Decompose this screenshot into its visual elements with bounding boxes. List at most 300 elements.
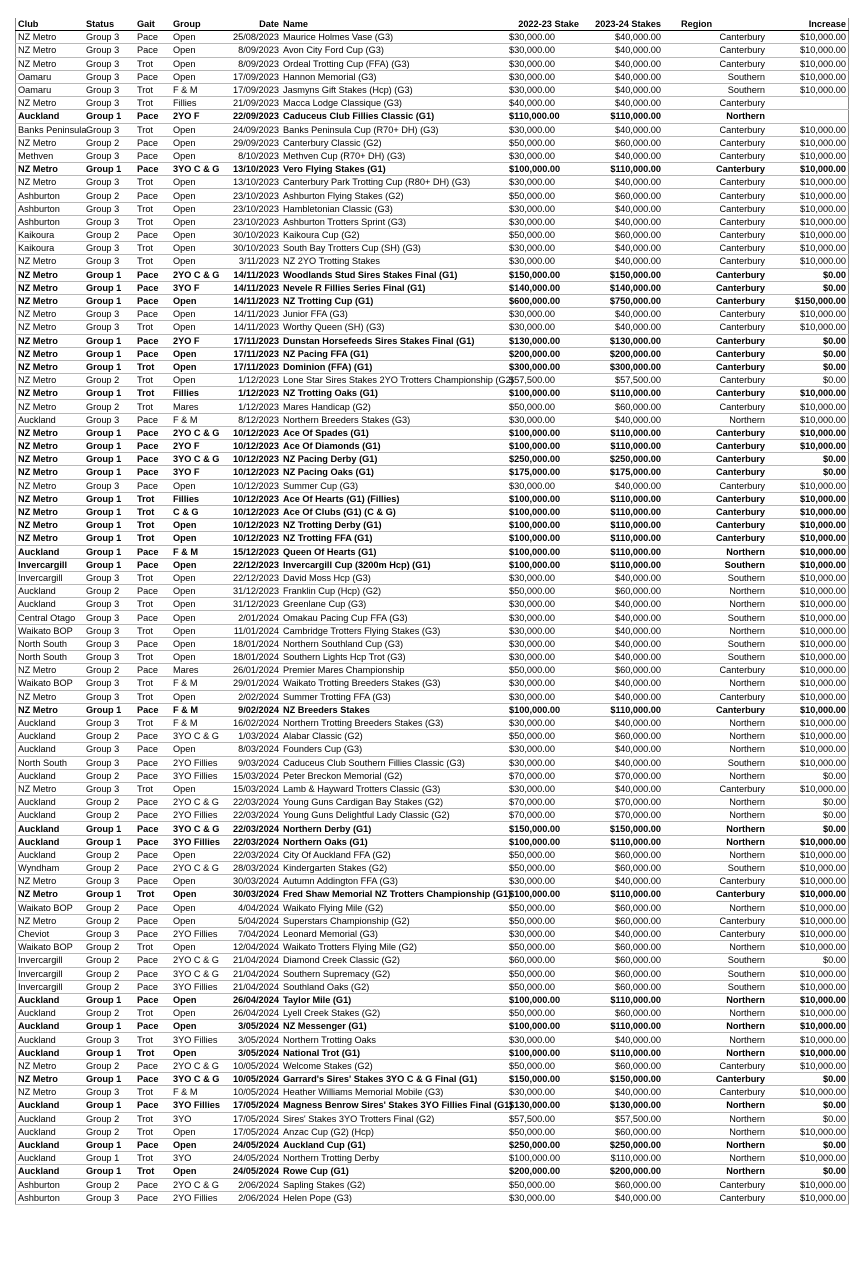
- group-cell[interactable]: 3YO C & G: [171, 730, 225, 743]
- stake-2023-24-cell[interactable]: $40,000.00: [581, 242, 663, 255]
- club-cell[interactable]: NZ Metro: [16, 163, 85, 176]
- region-cell[interactable]: Northern: [663, 1112, 767, 1125]
- stake-2022-23-cell[interactable]: $150,000.00: [507, 822, 581, 835]
- date-cell[interactable]: 23/10/2023: [225, 215, 281, 228]
- gait-cell[interactable]: Trot: [135, 1125, 171, 1138]
- group-cell[interactable]: Open: [171, 914, 225, 927]
- stake-2023-24-cell[interactable]: $300,000.00: [581, 360, 663, 373]
- gait-cell[interactable]: Trot: [135, 1112, 171, 1125]
- status-cell[interactable]: Group 3: [84, 611, 135, 624]
- stake-2023-24-cell[interactable]: $130,000.00: [581, 1099, 663, 1112]
- date-cell[interactable]: 22/12/2023: [225, 571, 281, 584]
- race-name-cell[interactable]: Northern Trotting Derby: [281, 1152, 507, 1165]
- stake-2023-24-cell[interactable]: $60,000.00: [581, 730, 663, 743]
- stake-2023-24-cell[interactable]: $60,000.00: [581, 1125, 663, 1138]
- region-cell[interactable]: Northern: [663, 413, 767, 426]
- race-name-cell[interactable]: NZ Trotting Cup (G1): [281, 294, 507, 307]
- stake-2022-23-cell[interactable]: $60,000.00: [507, 954, 581, 967]
- gait-cell[interactable]: Trot: [135, 532, 171, 545]
- date-cell[interactable]: 24/05/2024: [225, 1152, 281, 1165]
- gait-cell[interactable]: Pace: [135, 426, 171, 439]
- gait-cell[interactable]: Trot: [135, 1165, 171, 1178]
- club-cell[interactable]: NZ Metro: [16, 57, 85, 70]
- stake-2023-24-cell[interactable]: $60,000.00: [581, 585, 663, 598]
- stake-2022-23-cell[interactable]: $150,000.00: [507, 268, 581, 281]
- gait-cell[interactable]: Pace: [135, 954, 171, 967]
- increase-cell[interactable]: $10,000.00: [767, 123, 849, 136]
- region-cell[interactable]: Northern: [663, 743, 767, 756]
- increase-cell[interactable]: $10,000.00: [767, 927, 849, 940]
- increase-cell[interactable]: $0.00: [767, 360, 849, 373]
- group-cell[interactable]: Open: [171, 585, 225, 598]
- race-name-cell[interactable]: Maurice Holmes Vase (G3): [281, 31, 507, 44]
- increase-cell[interactable]: $10,000.00: [767, 598, 849, 611]
- stake-2023-24-cell[interactable]: $110,000.00: [581, 426, 663, 439]
- race-name-cell[interactable]: Premier Mares Championship: [281, 664, 507, 677]
- gait-cell[interactable]: Pace: [135, 1178, 171, 1191]
- region-cell[interactable]: Canterbury: [663, 875, 767, 888]
- increase-cell[interactable]: $10,000.00: [767, 914, 849, 927]
- club-cell[interactable]: NZ Metro: [16, 703, 85, 716]
- gait-cell[interactable]: Trot: [135, 690, 171, 703]
- gait-cell[interactable]: Pace: [135, 453, 171, 466]
- date-cell[interactable]: 1/12/2023: [225, 400, 281, 413]
- stake-2022-23-cell[interactable]: $100,000.00: [507, 545, 581, 558]
- stake-2022-23-cell[interactable]: $30,000.00: [507, 651, 581, 664]
- date-cell[interactable]: 22/12/2023: [225, 558, 281, 571]
- region-cell[interactable]: Canterbury: [663, 440, 767, 453]
- region-cell[interactable]: Northern: [663, 1152, 767, 1165]
- club-cell[interactable]: Auckland: [16, 585, 85, 598]
- increase-cell[interactable]: $10,000.00: [767, 83, 849, 96]
- gait-cell[interactable]: Trot: [135, 360, 171, 373]
- date-cell[interactable]: 21/04/2024: [225, 967, 281, 980]
- date-cell[interactable]: 21/04/2024: [225, 980, 281, 993]
- race-name-cell[interactable]: Fred Shaw Memorial NZ Trotters Championship (G1): [283, 889, 512, 900]
- club-cell[interactable]: Auckland: [16, 1138, 85, 1151]
- date-cell[interactable]: 30/03/2024: [225, 875, 281, 888]
- group-cell[interactable]: 2YO C & G: [171, 796, 225, 809]
- gait-cell[interactable]: Trot: [135, 374, 171, 387]
- date-cell[interactable]: 12/04/2024: [225, 941, 281, 954]
- gait-cell[interactable]: Trot: [135, 782, 171, 795]
- region-cell[interactable]: Northern: [663, 941, 767, 954]
- race-name-cell[interactable]: Northern Trotting Breeders Stakes (G3): [281, 716, 507, 729]
- group-cell[interactable]: Open: [171, 215, 225, 228]
- gait-cell[interactable]: Pace: [135, 585, 171, 598]
- date-cell[interactable]: 24/05/2024: [225, 1138, 281, 1151]
- stake-2023-24-cell[interactable]: $40,000.00: [581, 1033, 663, 1046]
- gait-cell[interactable]: Pace: [135, 1073, 171, 1086]
- gait-cell[interactable]: Pace: [135, 743, 171, 756]
- region-cell[interactable]: Canterbury: [663, 215, 767, 228]
- increase-cell[interactable]: $10,000.00: [767, 479, 849, 492]
- group-cell[interactable]: 3YO: [171, 1152, 225, 1165]
- region-cell[interactable]: Northern: [663, 835, 767, 848]
- club-cell[interactable]: Auckland: [16, 413, 85, 426]
- status-cell[interactable]: Group 1: [84, 835, 135, 848]
- club-cell[interactable]: NZ Metro: [16, 888, 85, 901]
- gait-cell[interactable]: Trot: [135, 1046, 171, 1059]
- date-cell[interactable]: 5/04/2024: [225, 914, 281, 927]
- gait-cell[interactable]: Trot: [135, 57, 171, 70]
- race-name-cell[interactable]: Junior FFA (G3): [281, 308, 507, 321]
- club-cell[interactable]: Waikato BOP: [16, 677, 85, 690]
- increase-cell[interactable]: $10,000.00: [767, 163, 849, 176]
- status-cell[interactable]: Group 3: [84, 242, 135, 255]
- gait-cell[interactable]: Trot: [135, 97, 171, 110]
- race-name-cell[interactable]: NZ 2YO Trotting Stakes: [281, 255, 507, 268]
- stake-2023-24-cell[interactable]: $110,000.00: [581, 993, 663, 1006]
- stake-2022-23-cell[interactable]: $30,000.00: [507, 123, 581, 136]
- club-cell[interactable]: Central Otago: [16, 611, 85, 624]
- club-cell[interactable]: Auckland: [16, 1007, 85, 1020]
- group-cell[interactable]: Open: [171, 941, 225, 954]
- club-cell[interactable]: Ashburton: [16, 1191, 85, 1204]
- group-cell[interactable]: Open: [171, 176, 225, 189]
- stake-2022-23-cell[interactable]: $50,000.00: [507, 848, 581, 861]
- stake-2022-23-cell[interactable]: $50,000.00: [507, 1059, 581, 1072]
- gait-cell[interactable]: Pace: [135, 1059, 171, 1072]
- race-name-cell[interactable]: Lyell Creek Stakes (G2): [281, 1007, 507, 1020]
- group-cell[interactable]: Open: [171, 70, 225, 83]
- race-name-cell[interactable]: City Of Auckland FFA (G2): [281, 848, 507, 861]
- date-cell[interactable]: 22/09/2023: [225, 110, 281, 123]
- status-cell[interactable]: Group 1: [84, 822, 135, 835]
- gait-cell[interactable]: Trot: [135, 505, 171, 518]
- region-cell[interactable]: Canterbury: [663, 189, 767, 202]
- race-name-cell[interactable]: Waikato Trotting Breeders Stakes (G3): [281, 677, 507, 690]
- club-cell[interactable]: Auckland: [16, 545, 85, 558]
- increase-cell[interactable]: $150,000.00: [767, 294, 849, 307]
- group-cell[interactable]: 3YO F: [171, 281, 225, 294]
- region-cell[interactable]: Northern: [663, 848, 767, 861]
- region-cell[interactable]: Canterbury: [663, 334, 767, 347]
- status-cell[interactable]: Group 3: [84, 44, 135, 57]
- club-cell[interactable]: Kaikoura: [16, 242, 85, 255]
- stake-2022-23-cell[interactable]: $50,000.00: [507, 1178, 581, 1191]
- club-cell[interactable]: NZ Metro: [16, 176, 85, 189]
- stake-2022-23-cell[interactable]: $50,000.00: [507, 967, 581, 980]
- race-name-cell[interactable]: Garrard's Sires' Stakes 3YO C & G Final (G1): [281, 1073, 507, 1086]
- race-name-cell[interactable]: Diamond Creek Classic (G2): [281, 954, 507, 967]
- stake-2023-24-cell[interactable]: $60,000.00: [581, 664, 663, 677]
- group-cell[interactable]: Open: [171, 202, 225, 215]
- date-cell[interactable]: 26/04/2024: [225, 993, 281, 1006]
- increase-cell[interactable]: $0.00: [767, 1112, 849, 1125]
- group-cell[interactable]: 3YO F: [171, 466, 225, 479]
- date-cell[interactable]: 9/03/2024: [225, 756, 281, 769]
- group-cell[interactable]: 2YO C & G: [171, 268, 225, 281]
- status-cell[interactable]: Group 2: [84, 1125, 135, 1138]
- date-cell[interactable]: 30/10/2023: [225, 229, 281, 242]
- group-cell[interactable]: Open: [171, 229, 225, 242]
- stake-2022-23-cell[interactable]: $30,000.00: [507, 70, 581, 83]
- status-cell[interactable]: Group 2: [84, 374, 135, 387]
- date-cell[interactable]: 17/05/2024: [225, 1112, 281, 1125]
- stake-2022-23-cell[interactable]: $100,000.00: [507, 703, 581, 716]
- stake-2022-23-cell[interactable]: $100,000.00: [507, 492, 581, 505]
- increase-cell[interactable]: $0.00: [767, 281, 849, 294]
- group-cell[interactable]: Open: [171, 479, 225, 492]
- club-cell[interactable]: Auckland: [16, 796, 85, 809]
- race-name-cell[interactable]: Dunstan Horsefeeds Sires Stakes Final (G1): [281, 334, 507, 347]
- race-name-cell[interactable]: Anzac Cup (G2) (Hcp): [281, 1125, 507, 1138]
- status-cell[interactable]: Group 1: [84, 888, 135, 901]
- region-cell[interactable]: Northern: [663, 769, 767, 782]
- club-cell[interactable]: Auckland: [16, 743, 85, 756]
- increase-cell[interactable]: $10,000.00: [767, 730, 849, 743]
- group-cell[interactable]: 2YO F: [171, 110, 225, 123]
- status-cell[interactable]: Group 2: [84, 848, 135, 861]
- race-name-cell[interactable]: Founders Cup (G3): [281, 743, 507, 756]
- club-cell[interactable]: NZ Metro: [16, 664, 85, 677]
- date-cell[interactable]: 15/03/2024: [225, 782, 281, 795]
- group-cell[interactable]: Open: [171, 690, 225, 703]
- race-name-cell[interactable]: Summer Trotting FFA (G3): [281, 690, 507, 703]
- increase-cell[interactable]: $10,000.00: [767, 413, 849, 426]
- group-cell[interactable]: C & G: [171, 505, 225, 518]
- status-cell[interactable]: Group 3: [84, 651, 135, 664]
- stake-2022-23-cell[interactable]: $30,000.00: [507, 611, 581, 624]
- stake-2022-23-cell[interactable]: $175,000.00: [507, 466, 581, 479]
- stake-2023-24-cell[interactable]: $40,000.00: [581, 637, 663, 650]
- club-cell[interactable]: NZ Metro: [16, 136, 85, 149]
- header-region[interactable]: Region: [663, 18, 767, 31]
- race-name-cell[interactable]: Ashburton Trotters Sprint (G3): [281, 215, 507, 228]
- stake-2023-24-cell[interactable]: $150,000.00: [581, 268, 663, 281]
- gait-cell[interactable]: Pace: [135, 1099, 171, 1112]
- region-cell[interactable]: Canterbury: [663, 97, 767, 110]
- region-cell[interactable]: Canterbury: [663, 31, 767, 44]
- race-name-cell[interactable]: Southern Supremacy (G2): [281, 967, 507, 980]
- increase-cell[interactable]: $0.00: [767, 1099, 849, 1112]
- race-name-cell[interactable]: Welcome Stakes (G2): [281, 1059, 507, 1072]
- status-cell[interactable]: Group 1: [84, 1138, 135, 1151]
- status-cell[interactable]: Group 1: [84, 453, 135, 466]
- stake-2023-24-cell[interactable]: $60,000.00: [581, 400, 663, 413]
- group-cell[interactable]: Open: [171, 993, 225, 1006]
- date-cell[interactable]: 17/11/2023: [225, 360, 281, 373]
- race-name-cell[interactable]: Canterbury Park Trotting Cup (R80+ DH) (G3): [281, 176, 507, 189]
- status-cell[interactable]: Group 1: [84, 110, 135, 123]
- gait-cell[interactable]: Pace: [135, 1138, 171, 1151]
- stake-2022-23-cell[interactable]: $40,000.00: [507, 97, 581, 110]
- race-name-cell[interactable]: Young Guns Cardigan Bay Stakes (G2): [281, 796, 507, 809]
- gait-cell[interactable]: Trot: [135, 202, 171, 215]
- group-cell[interactable]: 2YO Fillies: [171, 809, 225, 822]
- date-cell[interactable]: 10/12/2023: [225, 426, 281, 439]
- club-cell[interactable]: Wyndham: [16, 862, 85, 875]
- status-cell[interactable]: Group 1: [84, 532, 135, 545]
- race-name-cell[interactable]: NZ Pacing Oaks (G1): [281, 466, 507, 479]
- date-cell[interactable]: 2/06/2024: [225, 1178, 281, 1191]
- increase-cell[interactable]: $10,000.00: [767, 70, 849, 83]
- region-cell[interactable]: Northern: [663, 822, 767, 835]
- race-name-cell[interactable]: Ace Of Spades (G1): [281, 426, 507, 439]
- region-cell[interactable]: Northern: [663, 809, 767, 822]
- gait-cell[interactable]: Trot: [135, 176, 171, 189]
- club-cell[interactable]: NZ Metro: [16, 97, 85, 110]
- stake-2023-24-cell[interactable]: $150,000.00: [581, 822, 663, 835]
- club-cell[interactable]: NZ Metro: [16, 1086, 85, 1099]
- stake-2022-23-cell[interactable]: $50,000.00: [507, 1125, 581, 1138]
- stake-2022-23-cell[interactable]: $100,000.00: [507, 1152, 581, 1165]
- stake-2022-23-cell[interactable]: $50,000.00: [507, 1007, 581, 1020]
- region-cell[interactable]: Canterbury: [663, 202, 767, 215]
- race-name-cell[interactable]: Cambridge Trotters Flying Stakes (G3): [281, 624, 507, 637]
- race-name-cell[interactable]: Dominion (FFA) (G1): [281, 360, 507, 373]
- group-cell[interactable]: Open: [171, 347, 225, 360]
- stake-2022-23-cell[interactable]: $140,000.00: [507, 281, 581, 294]
- gait-cell[interactable]: Pace: [135, 637, 171, 650]
- status-cell[interactable]: Group 3: [84, 1086, 135, 1099]
- status-cell[interactable]: Group 2: [84, 189, 135, 202]
- status-cell[interactable]: Group 1: [84, 268, 135, 281]
- stake-2022-23-cell[interactable]: $50,000.00: [507, 901, 581, 914]
- group-cell[interactable]: 2YO Fillies: [171, 927, 225, 940]
- date-cell[interactable]: 17/05/2024: [225, 1125, 281, 1138]
- region-cell[interactable]: Southern: [663, 70, 767, 83]
- date-cell[interactable]: 17/11/2023: [225, 334, 281, 347]
- status-cell[interactable]: Group 1: [84, 492, 135, 505]
- date-cell[interactable]: 22/03/2024: [225, 835, 281, 848]
- date-cell[interactable]: 8/09/2023: [225, 44, 281, 57]
- status-cell[interactable]: Group 2: [84, 229, 135, 242]
- stake-2023-24-cell[interactable]: $40,000.00: [581, 624, 663, 637]
- date-cell[interactable]: 17/05/2024: [225, 1099, 281, 1112]
- stake-2022-23-cell[interactable]: $30,000.00: [507, 44, 581, 57]
- stake-2023-24-cell[interactable]: $40,000.00: [581, 97, 663, 110]
- race-name-cell[interactable]: Taylor Mile (G1): [281, 993, 507, 1006]
- increase-cell[interactable]: [767, 110, 849, 123]
- status-cell[interactable]: Group 3: [84, 624, 135, 637]
- increase-cell[interactable]: $0.00: [767, 796, 849, 809]
- race-name-cell[interactable]: Lamb & Hayward Trotters Classic (G3): [281, 782, 507, 795]
- stake-2023-24-cell[interactable]: $750,000.00: [581, 294, 663, 307]
- stake-2023-24-cell[interactable]: $60,000.00: [581, 914, 663, 927]
- race-name-cell[interactable]: NZ Trotting Derby (G1): [281, 519, 507, 532]
- region-cell[interactable]: Northern: [663, 1033, 767, 1046]
- status-cell[interactable]: Group 2: [84, 809, 135, 822]
- club-cell[interactable]: Auckland: [16, 822, 85, 835]
- stake-2022-23-cell[interactable]: $30,000.00: [507, 756, 581, 769]
- increase-cell[interactable]: $10,000.00: [767, 1059, 849, 1072]
- increase-cell[interactable]: $10,000.00: [767, 440, 849, 453]
- stake-2022-23-cell[interactable]: $50,000.00: [507, 730, 581, 743]
- gait-cell[interactable]: Pace: [135, 703, 171, 716]
- race-name-cell[interactable]: Mares Handicap (G2): [281, 400, 507, 413]
- group-cell[interactable]: 3YO Fillies: [171, 769, 225, 782]
- status-cell[interactable]: Group 1: [84, 360, 135, 373]
- race-name-cell[interactable]: Worthy Queen (SH) (G3): [281, 321, 507, 334]
- stake-2022-23-cell[interactable]: $50,000.00: [507, 136, 581, 149]
- stake-2023-24-cell[interactable]: $40,000.00: [581, 149, 663, 162]
- date-cell[interactable]: 30/10/2023: [225, 242, 281, 255]
- stake-2023-24-cell[interactable]: $110,000.00: [581, 1152, 663, 1165]
- race-name-cell[interactable]: Helen Pope (G3): [281, 1191, 507, 1204]
- group-cell[interactable]: Open: [171, 242, 225, 255]
- region-cell[interactable]: Canterbury: [663, 1059, 767, 1072]
- status-cell[interactable]: Group 3: [84, 321, 135, 334]
- region-cell[interactable]: Canterbury: [663, 492, 767, 505]
- region-cell[interactable]: Canterbury: [663, 888, 767, 901]
- region-cell[interactable]: Southern: [663, 967, 767, 980]
- stake-2023-24-cell[interactable]: $40,000.00: [581, 1191, 663, 1204]
- club-cell[interactable]: NZ Metro: [16, 347, 85, 360]
- race-name-cell[interactable]: Vero Flying Stakes (G1): [281, 163, 507, 176]
- group-cell[interactable]: 3YO Fillies: [171, 835, 225, 848]
- date-cell[interactable]: 22/03/2024: [225, 809, 281, 822]
- stake-2023-24-cell[interactable]: $40,000.00: [581, 31, 663, 44]
- status-cell[interactable]: Group 2: [84, 941, 135, 954]
- stake-2023-24-cell[interactable]: $60,000.00: [581, 901, 663, 914]
- status-cell[interactable]: Group 1: [84, 993, 135, 1006]
- stake-2023-24-cell[interactable]: $200,000.00: [581, 1165, 663, 1178]
- club-cell[interactable]: NZ Metro: [16, 690, 85, 703]
- increase-cell[interactable]: $10,000.00: [767, 756, 849, 769]
- stake-2023-24-cell[interactable]: $110,000.00: [581, 835, 663, 848]
- group-cell[interactable]: 3YO C & G: [171, 1073, 225, 1086]
- region-cell[interactable]: Canterbury: [663, 1073, 767, 1086]
- date-cell[interactable]: 13/10/2023: [225, 176, 281, 189]
- group-cell[interactable]: Open: [171, 651, 225, 664]
- region-cell[interactable]: Canterbury: [663, 387, 767, 400]
- status-cell[interactable]: Group 1: [84, 294, 135, 307]
- club-cell[interactable]: Waikato BOP: [16, 624, 85, 637]
- status-cell[interactable]: Group 1: [84, 519, 135, 532]
- club-cell[interactable]: Ashburton: [16, 1178, 85, 1191]
- increase-cell[interactable]: $10,000.00: [767, 835, 849, 848]
- group-cell[interactable]: Open: [171, 189, 225, 202]
- stake-2022-23-cell[interactable]: $50,000.00: [507, 229, 581, 242]
- region-cell[interactable]: Canterbury: [663, 690, 767, 703]
- date-cell[interactable]: 30/03/2024: [225, 888, 281, 901]
- stake-2023-24-cell[interactable]: $60,000.00: [581, 1007, 663, 1020]
- stake-2022-23-cell[interactable]: $30,000.00: [507, 743, 581, 756]
- race-name-cell[interactable]: Auckland Cup (G1): [281, 1138, 507, 1151]
- gait-cell[interactable]: Trot: [135, 1086, 171, 1099]
- stake-2022-23-cell[interactable]: $50,000.00: [507, 585, 581, 598]
- status-cell[interactable]: Group 3: [84, 637, 135, 650]
- stake-2023-24-cell[interactable]: $110,000.00: [581, 888, 663, 901]
- region-cell[interactable]: Southern: [663, 83, 767, 96]
- stake-2022-23-cell[interactable]: $100,000.00: [507, 505, 581, 518]
- gait-cell[interactable]: Trot: [135, 215, 171, 228]
- date-cell[interactable]: 10/12/2023: [225, 479, 281, 492]
- increase-cell[interactable]: $10,000.00: [767, 967, 849, 980]
- gait-cell[interactable]: Pace: [135, 809, 171, 822]
- stake-2023-24-cell[interactable]: $40,000.00: [581, 70, 663, 83]
- increase-cell[interactable]: $0.00: [767, 466, 849, 479]
- race-name-cell[interactable]: Woodlands Stud Sires Stakes Final (G1): [281, 268, 507, 281]
- increase-cell[interactable]: $10,000.00: [767, 202, 849, 215]
- increase-cell[interactable]: $10,000.00: [767, 782, 849, 795]
- stake-2023-24-cell[interactable]: $110,000.00: [581, 110, 663, 123]
- stake-2022-23-cell[interactable]: $100,000.00: [507, 558, 581, 571]
- status-cell[interactable]: Group 2: [84, 1112, 135, 1125]
- date-cell[interactable]: 31/12/2023: [225, 585, 281, 598]
- header-increase[interactable]: Increase: [767, 18, 849, 31]
- status-cell[interactable]: Group 1: [84, 387, 135, 400]
- group-cell[interactable]: Open: [171, 321, 225, 334]
- race-name-cell[interactable]: David Moss Hcp (G3): [281, 571, 507, 584]
- race-name-cell[interactable]: Summer Cup (G3): [281, 479, 507, 492]
- race-name-cell[interactable]: Hannon Memorial (G3): [281, 70, 507, 83]
- status-cell[interactable]: Group 3: [84, 1191, 135, 1204]
- region-cell[interactable]: Canterbury: [663, 453, 767, 466]
- stake-2022-23-cell[interactable]: $30,000.00: [507, 202, 581, 215]
